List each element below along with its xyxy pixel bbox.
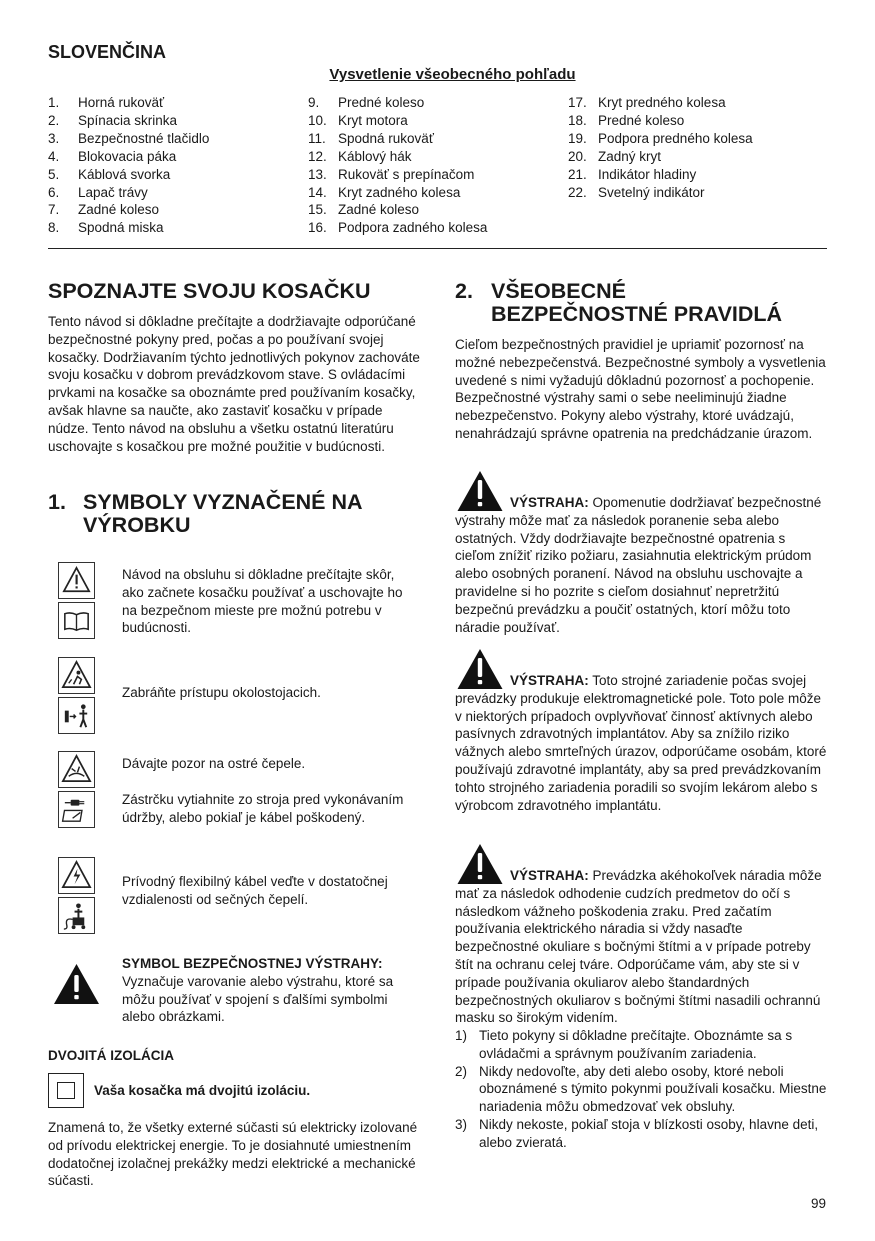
list-item: 13. Rukoväť s prepínačom xyxy=(308,166,475,182)
list-item: 15. Zadné koleso xyxy=(308,202,420,218)
list-item: 20. Zadný kryt xyxy=(568,148,662,164)
list-item: 3. Bezpečnostné tlačidlo xyxy=(48,130,210,146)
list-item: 1. Horná rukoväť xyxy=(48,95,165,110)
list-item: 16. Podpora zadného kolesa xyxy=(308,220,488,236)
manual-book-icon xyxy=(58,602,95,639)
list-item: 2. Spínacia skrinka xyxy=(48,112,178,128)
cable-away-from-blades-icon xyxy=(58,897,95,934)
list-item: 3) Nikdy nekoste, pokiaľ stoja v blízkosti osoby, hlavne deti, alebo zvieratá. xyxy=(455,1116,819,1150)
list-item: 2) Nikdy nedovoľte, aby deti alebo osoby, ktoré neboli oboznámené s týmito pokynmi používali kosačku. Miestne nariadenia môžu obmedzovať vek obsluhy. xyxy=(455,1063,827,1115)
list-item: 12. Káblový hák xyxy=(308,148,412,164)
double-insulation-heading: DVOJITÁ IZOLÁCIA xyxy=(48,1048,175,1063)
intro-heading: SPOZNAJTE SVOJU KOSAČKU xyxy=(48,279,371,303)
symbol-cable-text: Prívodný flexibilný kábel veďte v dostatočnej vzdialenosti od sečných čepelí. xyxy=(122,874,388,907)
list-item: 22. Svetelný indikátor xyxy=(568,184,705,200)
sharp-blades-icon xyxy=(58,751,95,788)
alert-title: SYMBOL BEZPEČNOSTNEJ VÝSTRAHY: xyxy=(122,956,383,971)
symbol-bystanders-text: Zabráňte prístupu okolostojacich. xyxy=(122,685,321,700)
list-item: 21. Indikátor hladiny xyxy=(568,166,697,182)
list-item: 9. Predné koleso xyxy=(308,95,425,110)
unplug-maintenance-icon xyxy=(58,791,95,828)
list-item: 14. Kryt zadného kolesa xyxy=(308,184,461,200)
general-rules-intro: Cieľom bezpečnostných pravidiel je upriamiť pozornosť na možné nebezpečenstvá. Bezpečnostné symboly a vysvetlenia uvedené s nimi vyžadujú dôkladnú pozornosť a pochopenie. Bezpečnostné výstrahy sami o sebe neeliminujú žiadne nebezpečenstvo. Pokyny alebo výstrahy, ktoré uvádzajú, nenahrádzajú správne opatrenia na predchádzanie úrazom. xyxy=(455,337,826,441)
list-item: 7. Zadné koleso xyxy=(48,202,160,218)
parts-list-col3 xyxy=(568,94,753,201)
section-divider xyxy=(48,248,827,249)
warning-1-text: VÝSTRAHA: Opomenutie dodržiavať bezpečnostné výstrahy môže mať za následok poranenie seba alebo ostatných. Vždy dodržiavajte bezpečnostné opatrenia s cieľom znížiť riziko požiaru, zasiahnutia elektrickým prúdom alebo osobných poranení. Návod na obsluhu uschovajte a pravidelne si ho pozrite s cieľom dosiahnuť nepretržitú bezpečnú prevádzku a poučiť ostatných, ktorí môžu toto náradie používať. xyxy=(455,495,822,635)
double-insulation-icon xyxy=(48,1073,84,1108)
list-item: 6. Lapač trávy xyxy=(48,184,148,200)
list-item: 1) Tieto pokyny si dôkladne prečítajte. Oboznámte sa s ovládačmi a správnym používaním zariadenia. xyxy=(455,1028,793,1061)
symbols-heading: 1. SYMBOLY VYZNAČENÉ NA VÝROBKU xyxy=(48,490,363,537)
list-item: 8. Spodná miska xyxy=(48,220,164,236)
warning-triangle-icon xyxy=(58,562,95,599)
electric-hazard-icon xyxy=(58,857,95,894)
intro-text: Tento návod si dôkladne prečítajte a dodržiavajte odporúčané bezpečnostné pokyny pred, počas a po používaní svojej kosačky. Dodržiavaním týchto jednotlivých pokynov zachováte svoju kosačku v dobrom prevádzkovom stave. S ovládacími prvkami na kosačke sa oboznámte pred používaním kosačky, avšak hlavne sa naučte, ako zastaviť kosačku v prípade núdze. Tento návod na obsluhu a všetku ostatnú literatúru uschovajte s kosačkou pre možné použitie v budúcnosti. xyxy=(48,314,420,454)
warning-2-text: VÝSTRAHA: Toto strojné zariadenie počas svojej prevádzky produkuje elektromagnetické pole. Toto pole môže v niektorých prípadoch ovplyvňovať činnosť aktívnych alebo pasívnych zdravotných implantátov. Aby sa znížilo riziko vážnych alebo smrteľných úrazov, odporúčame osobám, ktoré používajú zdravotné implantáty, aby sa pred prevádzkovaním tohto strojného zariadenia poradili so svojím lekárom alebo s výrobcom zdravotného implantátu. xyxy=(455,673,827,813)
symbol-blades-text: Dávajte pozor na ostré čepele. xyxy=(122,756,306,771)
parts-list-col1 xyxy=(48,94,209,237)
list-item: 4. Blokovacia páka xyxy=(48,148,177,164)
parts-list-col2 xyxy=(308,94,487,237)
general-rules-heading: 2. VŠEOBECNÉ BEZPEČNOSTNÉ PRAVIDLÁ xyxy=(455,279,783,326)
symbol-manual-text: Návod na obsluhu si dôkladne prečítajte skôr, ako začnete kosačku používať a uschovajte ho na bezpečnom mieste pre možnú potrebu v budúcnosti. xyxy=(122,567,403,636)
list-item: 11. Spodná rukoväť xyxy=(308,130,434,146)
thrown-objects-icon xyxy=(58,657,95,694)
rules-list xyxy=(455,1027,827,1152)
list-item: 5. Káblová svorka xyxy=(48,166,171,182)
page-number: 99 xyxy=(811,1196,827,1211)
list-item: 10. Kryt motora xyxy=(308,112,408,128)
safety-alert-icon xyxy=(53,963,100,1005)
list-item: 18. Predné koleso xyxy=(568,112,685,128)
list-item: 17. Kryt predného kolesa xyxy=(568,95,726,110)
double-insulation-label: Vaša kosačka má dvojitú izoláciu. xyxy=(94,1083,311,1098)
list-item: 19. Podpora predného kolesa xyxy=(568,130,753,146)
overview-title: Vysvetlenie všeobecného pohľadu xyxy=(329,66,576,83)
alert-symbol-block xyxy=(122,955,417,1026)
language-title: SLOVENČINA xyxy=(48,42,167,62)
keep-distance-icon xyxy=(58,697,95,734)
double-insulation-text: Znamená to, že všetky externé súčasti sú elektricky izolované od prívodu elektrickej energie. To je dosiahnuté umiestnením dodatočnej izolačnej prekážky medzi elektrické a mechanické súčasti. xyxy=(48,1120,418,1189)
symbol-unplug-text: Zástrčku vytiahnite zo stroja pred vykonávaním údržby, alebo pokiaľ je kábel poškodený. xyxy=(122,792,404,825)
alert-text: Vyznačuje varovanie alebo výstrahu, ktoré sa môžu používať v spojení s ďalšími symbolmi alebo obrázkami. xyxy=(122,973,394,1025)
warning-3-text: VÝSTRAHA: Prevádzka akéhokoľvek náradia môže mať za následok odhodenie cudzích predmetov do očí s následkom vážneho poškodenia zraku. Pred začatím používania elektrického náradia si vždy nasaďte bezpečnostné okuliare s bočnými štítmi a v prípade potreby štít na ochranu celej tváre. Odporúčame vám, aby ste si v prípade používania okuliarov alebo štandardných bezpečnostných okuliarov s bočnými štítmi nasadili ochrannú masku so širokým videním. xyxy=(455,868,822,1026)
